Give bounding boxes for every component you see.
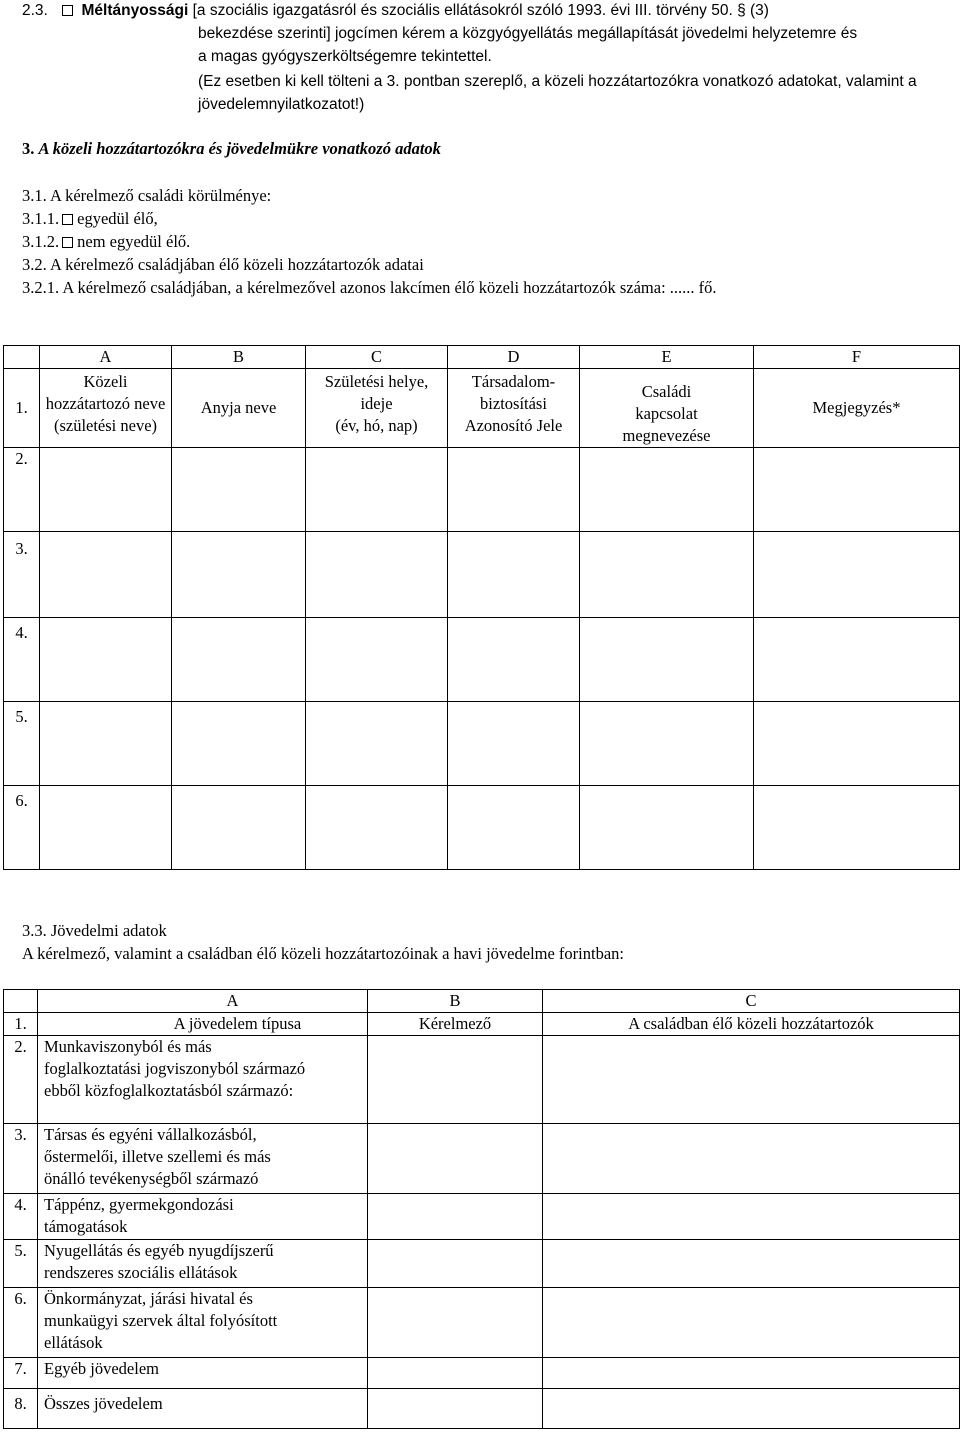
col-letter-f: F xyxy=(754,346,960,369)
row-number: 8. xyxy=(4,1389,38,1429)
applicant-amount-cell[interactable] xyxy=(368,1036,543,1124)
cell-input[interactable] xyxy=(40,702,172,786)
section-title: Méltányossági xyxy=(81,2,189,19)
cell-input[interactable] xyxy=(172,786,306,870)
section-2-3-line2: bekezdése szerinti] jogcímen kérem a közgyógyellátás megállapítását jövedelmi helyzetemre és xyxy=(198,25,858,42)
header-name: Közeli hozzátartozó neve (születési neve) xyxy=(40,369,172,448)
section-3-heading xyxy=(22,138,441,160)
row-number: 3. xyxy=(4,1124,38,1194)
row-number: 4. xyxy=(4,1194,38,1240)
header-birth: Születési helye, ideje (év, hó, nap) xyxy=(306,369,448,448)
table-row xyxy=(4,532,960,618)
cell-input[interactable] xyxy=(306,702,448,786)
cell-input[interactable] xyxy=(40,786,172,870)
cell-input[interactable] xyxy=(754,786,960,870)
col-letter-a: A xyxy=(38,990,368,1013)
row-number: 1. xyxy=(4,369,40,448)
line-3-1: 3.1. A kérelmező családi körülménye: xyxy=(22,186,272,205)
family-members-table xyxy=(3,345,960,870)
column-letters-row xyxy=(4,346,960,369)
checkbox-meltanyossagi[interactable] xyxy=(62,5,73,16)
row-number: 6. xyxy=(4,1288,38,1358)
cell-input[interactable] xyxy=(448,786,580,870)
cell-input[interactable] xyxy=(306,786,448,870)
income-type-label: Munkaviszonyból és más foglalkoztatási jogviszonyból származó ebből közfoglalkoztatásból származó: xyxy=(38,1036,368,1124)
heading-text: A közeli hozzátartozókra és jövedelmükre vonatkozó adatok xyxy=(38,139,441,158)
table-row xyxy=(4,1194,960,1240)
table-row xyxy=(4,786,960,870)
header-mother-name: Anyja neve xyxy=(172,369,306,448)
cell-input[interactable] xyxy=(448,448,580,532)
applicant-amount-cell[interactable] xyxy=(368,1389,543,1429)
relatives-amount-cell[interactable] xyxy=(543,1124,960,1194)
row-number: 2. xyxy=(4,1036,38,1124)
cell-input[interactable] xyxy=(40,532,172,618)
section-2-3-line3: a magas gyógyszerköltségemre tekintettel. xyxy=(198,48,492,65)
row-number: 4. xyxy=(4,618,40,702)
section-text: [a szociális igazgatásról és szociális ellátásokról szóló 1993. évi III. törvény 50. § (3) xyxy=(192,2,769,19)
income-type-label: Összes jövedelem xyxy=(38,1389,368,1429)
num-3-1-1: 3.1.1. xyxy=(22,209,60,228)
cell-input[interactable] xyxy=(448,618,580,702)
relatives-amount-cell[interactable] xyxy=(543,1358,960,1389)
cell-input[interactable] xyxy=(172,448,306,532)
row-number: 1. xyxy=(4,1013,38,1036)
line-3-1-1 xyxy=(22,208,158,230)
col-letter-b: B xyxy=(368,990,543,1013)
line-3-1-2 xyxy=(22,231,190,253)
applicant-amount-cell[interactable] xyxy=(368,1240,543,1288)
applicant-amount-cell[interactable] xyxy=(368,1124,543,1194)
cell-input[interactable] xyxy=(754,618,960,702)
income-table-body xyxy=(3,989,960,1429)
income-type-label: Nyugellátás és egyéb nyugdíjszerű rendszeres szociális ellátások xyxy=(38,1240,368,1288)
table-row xyxy=(4,1389,960,1429)
cell-input[interactable] xyxy=(580,448,754,532)
income-type-label: Önkormányzat, járási hivatal és munkaügyi szervek által folyósított ellátások xyxy=(38,1288,368,1358)
applicant-amount-cell[interactable] xyxy=(368,1288,543,1358)
relatives-amount-cell[interactable] xyxy=(543,1240,960,1288)
relatives-amount-cell[interactable] xyxy=(543,1288,960,1358)
relatives-amount-cell[interactable] xyxy=(543,1194,960,1240)
table-row xyxy=(4,1240,960,1288)
table-row xyxy=(4,1124,960,1194)
cell-input[interactable] xyxy=(448,532,580,618)
cell-input[interactable] xyxy=(580,702,754,786)
cell-input[interactable] xyxy=(40,448,172,532)
applicant-header: Kérelmező xyxy=(368,1013,543,1036)
checkbox-nem-egyedul-elo[interactable] xyxy=(62,237,73,248)
cell-input[interactable] xyxy=(580,618,754,702)
row-number: 7. xyxy=(4,1358,38,1389)
section-2-3-line1 xyxy=(22,0,952,22)
applicant-amount-cell[interactable] xyxy=(368,1358,543,1389)
col-letter-b: B xyxy=(172,346,306,369)
cell-input[interactable] xyxy=(306,448,448,532)
cell-input[interactable] xyxy=(580,532,754,618)
cell-input[interactable] xyxy=(580,786,754,870)
relatives-header: A családban élő közeli hozzátartozók xyxy=(543,1013,960,1036)
row-number: 2. xyxy=(4,448,40,532)
col-letter-a: A xyxy=(40,346,172,369)
row-number: 5. xyxy=(4,702,40,786)
col-letter-d: D xyxy=(448,346,580,369)
row-number: 3. xyxy=(4,532,40,618)
table-row xyxy=(4,1036,960,1124)
income-type-label: Társas és egyéni vállalkozásból, őstermelői, illetve szellemi és más önálló tevékenységből származó xyxy=(38,1124,368,1194)
line-3-2-1: 3.2.1. A kérelmező családjában, a kérelmezővel azonos lakcímen élő közeli hozzátartozók száma: ...... fő. xyxy=(22,278,717,297)
cell-input[interactable] xyxy=(448,702,580,786)
row-number: 6. xyxy=(4,786,40,870)
applicant-amount-cell[interactable] xyxy=(368,1194,543,1240)
col-letter-c: C xyxy=(306,346,448,369)
table-row xyxy=(4,618,960,702)
cell-input[interactable] xyxy=(754,448,960,532)
cell-input[interactable] xyxy=(172,702,306,786)
section-number: 2.3. xyxy=(22,2,48,19)
table-row xyxy=(4,1288,960,1358)
cell-input[interactable] xyxy=(754,532,960,618)
header-note: Megjegyzés* xyxy=(754,369,960,448)
cell-input[interactable] xyxy=(172,532,306,618)
header-relationship: Családi kapcsolat megnevezése xyxy=(580,369,754,448)
table-row xyxy=(4,702,960,786)
note-line2: jövedelemnyilatkozatot!) xyxy=(198,96,365,113)
heading-number: 3. xyxy=(22,139,35,158)
cell-input[interactable] xyxy=(40,618,172,702)
col-letter-e: E xyxy=(580,346,754,369)
num-3-1-2: 3.1.2. xyxy=(22,232,60,251)
table-row xyxy=(4,448,960,532)
line-3-2: 3.2. A kérelmező családjában élő közeli hozzátartozók adatai xyxy=(22,255,424,274)
income-type-header: A jövedelem típusa xyxy=(38,1013,368,1036)
income-type-label: Egyéb jövedelem xyxy=(38,1358,368,1389)
section-3-3-subtitle: A kérelmező, valamint a családban élő közeli hozzátartozóinak a havi jövedelme forintban: xyxy=(22,944,625,963)
cell-input[interactable] xyxy=(754,702,960,786)
section-3-3-title: 3.3. Jövedelmi adatok xyxy=(22,921,167,940)
cell-input[interactable] xyxy=(172,618,306,702)
cell-input[interactable] xyxy=(306,532,448,618)
table-row xyxy=(4,1358,960,1389)
cell-input[interactable] xyxy=(306,618,448,702)
checkbox-egyedul-elo[interactable] xyxy=(62,214,73,225)
row-number: 5. xyxy=(4,1240,38,1288)
col-letter-c: C xyxy=(543,990,960,1013)
column-letters-row xyxy=(4,990,960,1013)
header-taj: Társadalom- biztosítási Azonosító Jele xyxy=(448,369,580,448)
table-row xyxy=(4,1013,960,1036)
note-line1: (Ez esetben ki kell tölteni a 3. pontban szereplő, a közeli hozzátartozókra vonatkozó adatokat, valamint a xyxy=(198,73,917,90)
income-type-label: Táppénz, gyermekgondozási támogatások xyxy=(38,1194,368,1240)
text-3-1-1: egyedül élő, xyxy=(77,209,158,228)
table-header-row xyxy=(4,369,960,448)
relatives-amount-cell[interactable] xyxy=(543,1036,960,1124)
relatives-amount-cell[interactable] xyxy=(543,1389,960,1429)
text-3-1-2: nem egyedül élő. xyxy=(77,232,191,251)
